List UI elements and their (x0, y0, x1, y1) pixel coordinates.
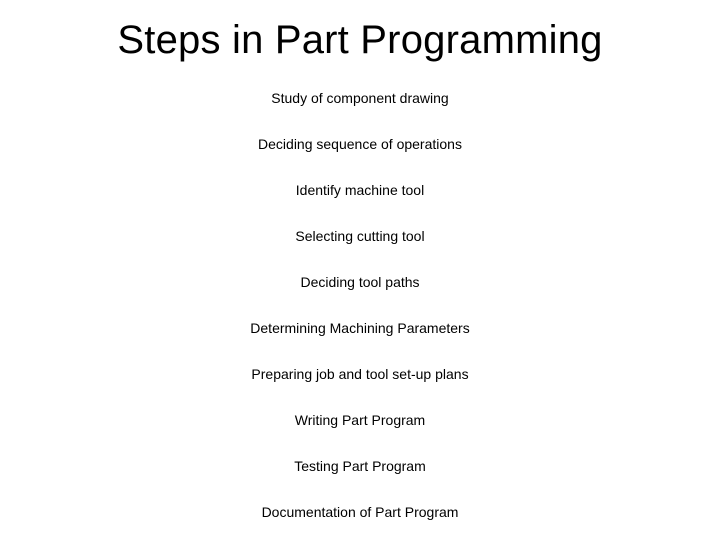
step-item: Writing Part Program (294, 412, 426, 428)
step-item: Testing Part Program (294, 458, 426, 474)
steps-list (0, 87, 720, 547)
step-item: Identify machine tool (295, 182, 425, 198)
step-item: Documentation of Part Program (261, 504, 459, 520)
slide-title: Steps in Part Programming (117, 18, 603, 62)
step-item: Deciding sequence of operations (258, 136, 462, 152)
step-item: Deciding tool paths (300, 274, 420, 290)
step-item: Selecting cutting tool (295, 228, 425, 244)
step-item: Preparing job and tool set-up plans (251, 366, 469, 382)
step-item: Study of component drawing (271, 90, 449, 106)
step-item: Determining Machining Parameters (250, 320, 470, 336)
